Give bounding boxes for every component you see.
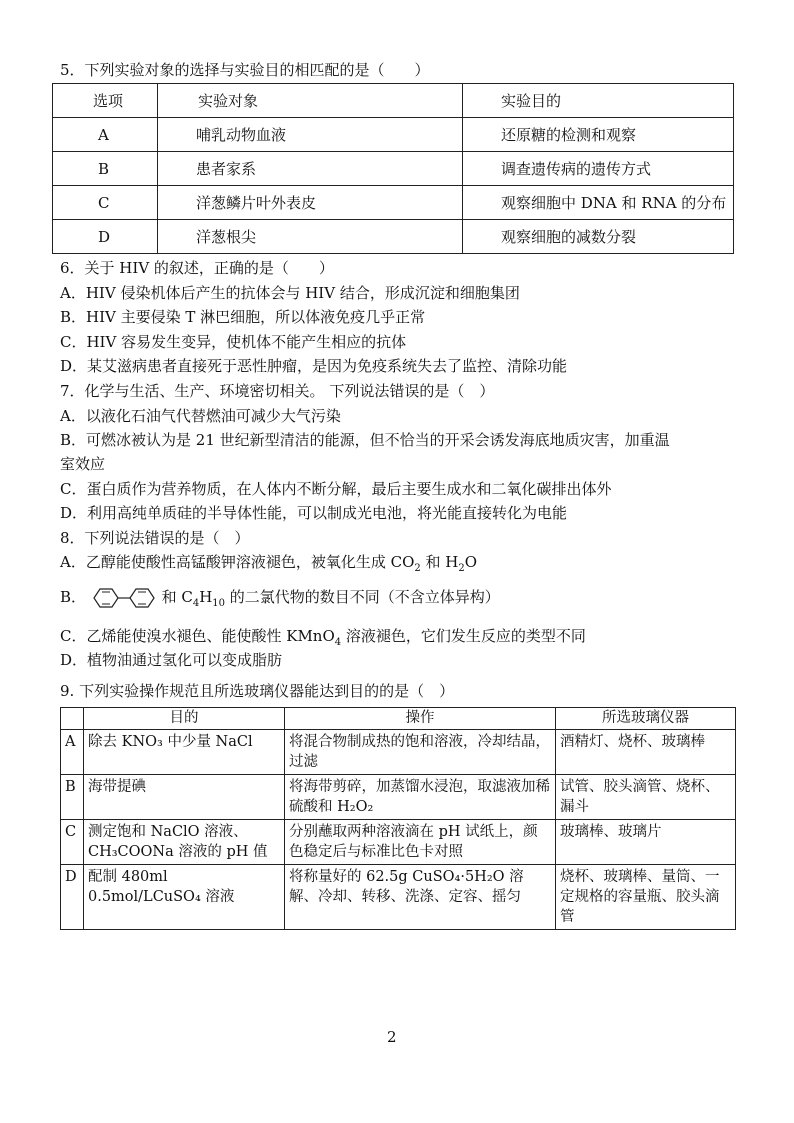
table-header-row — [61, 708, 736, 730]
q7-option-a: A．以液化石油气代替燃油可减少大气污染 — [60, 407, 341, 425]
table-row — [53, 118, 734, 152]
table-row — [53, 220, 734, 254]
table-cell: B — [61, 775, 84, 820]
table-header: 实验目的 — [463, 84, 734, 118]
table-cell: 除去 KNO₃ 中少量 NaCl — [84, 730, 285, 775]
table-header — [61, 708, 84, 730]
table-cell: 分别蘸取两种溶液滴在 pH 试纸上，颜色稳定后与标准比色卡对照 — [285, 820, 556, 865]
table-cell: C — [61, 820, 84, 865]
text: 的二氯代物的数目不同（不含立体异构） — [225, 588, 500, 606]
table-header: 操作 — [285, 708, 556, 730]
q8-option-d: D．植物油通过氢化可以变成脂肪 — [60, 651, 283, 669]
table-cell: 观察细胞中 DNA 和 RNA 的分布 — [463, 186, 734, 220]
q7-option-c: C．蛋白质作为营养物质，在人体内不断分解，最后主要生成水和二氧化碳排出体外 — [60, 480, 612, 498]
table-row — [53, 152, 734, 186]
q7-stem: 7．化学与生活、生产、环境密切相关。 下列说法错误的是（ ） — [60, 382, 495, 400]
table-cell: 烧杯、玻璃棒、量筒、一定规格的容量瓶、胶头滴管 — [556, 865, 736, 930]
subscript: 4 — [334, 637, 342, 648]
table-cell: A — [61, 730, 84, 775]
text: O — [464, 553, 478, 571]
table-header: 目的 — [84, 708, 285, 730]
q8-option-c — [60, 626, 586, 653]
table-cell: 洋葱鳞片叶外表皮 — [158, 186, 463, 220]
q8-option-a — [60, 552, 477, 579]
table-cell: 调查遗传病的遗传方式 — [463, 152, 734, 186]
text: C．乙烯能使溴水褪色、能使酸性 KMnO — [60, 627, 335, 645]
q6-stem: 6．关于 HIV 的叙述，正确的是（ ） — [60, 259, 334, 277]
q6-option-b: B．HIV 主要侵染 T 淋巴细胞，所以体液免疫几乎正常 — [60, 308, 426, 326]
q9-stem: 9. 下列实验操作规范且所选玻璃仪器能达到目的的是（ ） — [60, 682, 455, 700]
subscript: 10 — [212, 598, 226, 609]
q6-option-d: D．某艾滋病患者直接死于恶性肿瘤，是因为免疫系统失去了监控、清除功能 — [60, 357, 568, 375]
table-row — [61, 865, 736, 930]
q5-stem: 5．下列实验对象的选择与实验目的相匹配的是（ ） — [60, 61, 430, 79]
text: B． — [60, 588, 87, 606]
table-row — [61, 820, 736, 865]
table-cell: B — [53, 152, 158, 186]
table-row — [61, 775, 736, 820]
page-number: 2 — [387, 1028, 397, 1046]
text: 溶液褪色，它们发生反应的类型不同 — [341, 627, 586, 645]
table-cell: D — [53, 220, 158, 254]
subscript: 2 — [414, 563, 421, 574]
table-cell: 洋葱根尖 — [158, 220, 463, 254]
table-row — [61, 730, 736, 775]
q6-option-c: C．HIV 容易发生变异，使机体不能产生相应的抗体 — [60, 333, 407, 351]
table-row — [53, 186, 734, 220]
table-cell: 配制 480ml 0.5mol/LCuSO₄ 溶液 — [84, 865, 285, 930]
table-header: 选项 — [53, 84, 158, 118]
table-cell: 患者家系 — [158, 152, 463, 186]
table-cell: 哺乳动物血液 — [158, 118, 463, 152]
q5-table — [52, 83, 734, 254]
table-cell: 将称量好的 62.5g CuSO₄·5H₂O 溶解、冷却、转移、洗涤、定容、摇匀 — [285, 865, 556, 930]
biphenyl-structure-icon — [91, 586, 157, 610]
table-header-row — [53, 84, 734, 118]
table-cell: 还原糖的检测和观察 — [463, 118, 734, 152]
text: H — [199, 588, 213, 606]
table-cell: 海带提碘 — [84, 775, 285, 820]
subscript: 4 — [192, 598, 200, 609]
table-cell: D — [61, 865, 84, 930]
text: 和 H — [420, 553, 459, 571]
table-header: 所选玻璃仪器 — [556, 708, 736, 730]
q7-option-d: D．利用高纯单质硅的半导体性能，可以制成光电池，将光能直接转化为电能 — [60, 504, 568, 522]
q7-option-b-cont: 室效应 — [60, 455, 106, 473]
text: 和 C — [156, 588, 193, 606]
table-cell: 酒精灯、烧杯、玻璃棒 — [556, 730, 736, 775]
q9-table — [60, 707, 736, 930]
table-cell: C — [53, 186, 158, 220]
subscript: 2 — [458, 563, 465, 574]
q6-option-a: A．HIV 侵染机体后产生的抗体会与 HIV 结合，形成沉淀和细胞集团 — [60, 284, 520, 302]
table-cell: 观察细胞的减数分裂 — [463, 220, 734, 254]
q8-option-b — [60, 586, 500, 614]
table-cell: 测定饱和 NaClO 溶液、CH₃COONa 溶液的 pH 值 — [84, 820, 285, 865]
table-header: 实验对象 — [158, 84, 463, 118]
table-cell: A — [53, 118, 158, 152]
text: A．乙醇能使酸性高锰酸钾溶液褪色，被氧化生成 CO — [60, 553, 415, 571]
table-cell: 将海带剪碎，加蒸馏水浸泡，取滤液加稀硫酸和 H₂O₂ — [285, 775, 556, 820]
table-cell: 试管、胶头滴管、烧杯、漏斗 — [556, 775, 736, 820]
q8-stem: 8．下列说法错误的是（ ） — [60, 529, 250, 547]
table-cell: 玻璃棒、玻璃片 — [556, 820, 736, 865]
table-cell: 将混合物制成热的饱和溶液，冷却结晶，过滤 — [285, 730, 556, 775]
q7-option-b: B．可燃冰被认为是 21 世纪新型清洁的能源，但不恰当的开采会诱发海底地质灾害，加重温 — [60, 431, 670, 449]
